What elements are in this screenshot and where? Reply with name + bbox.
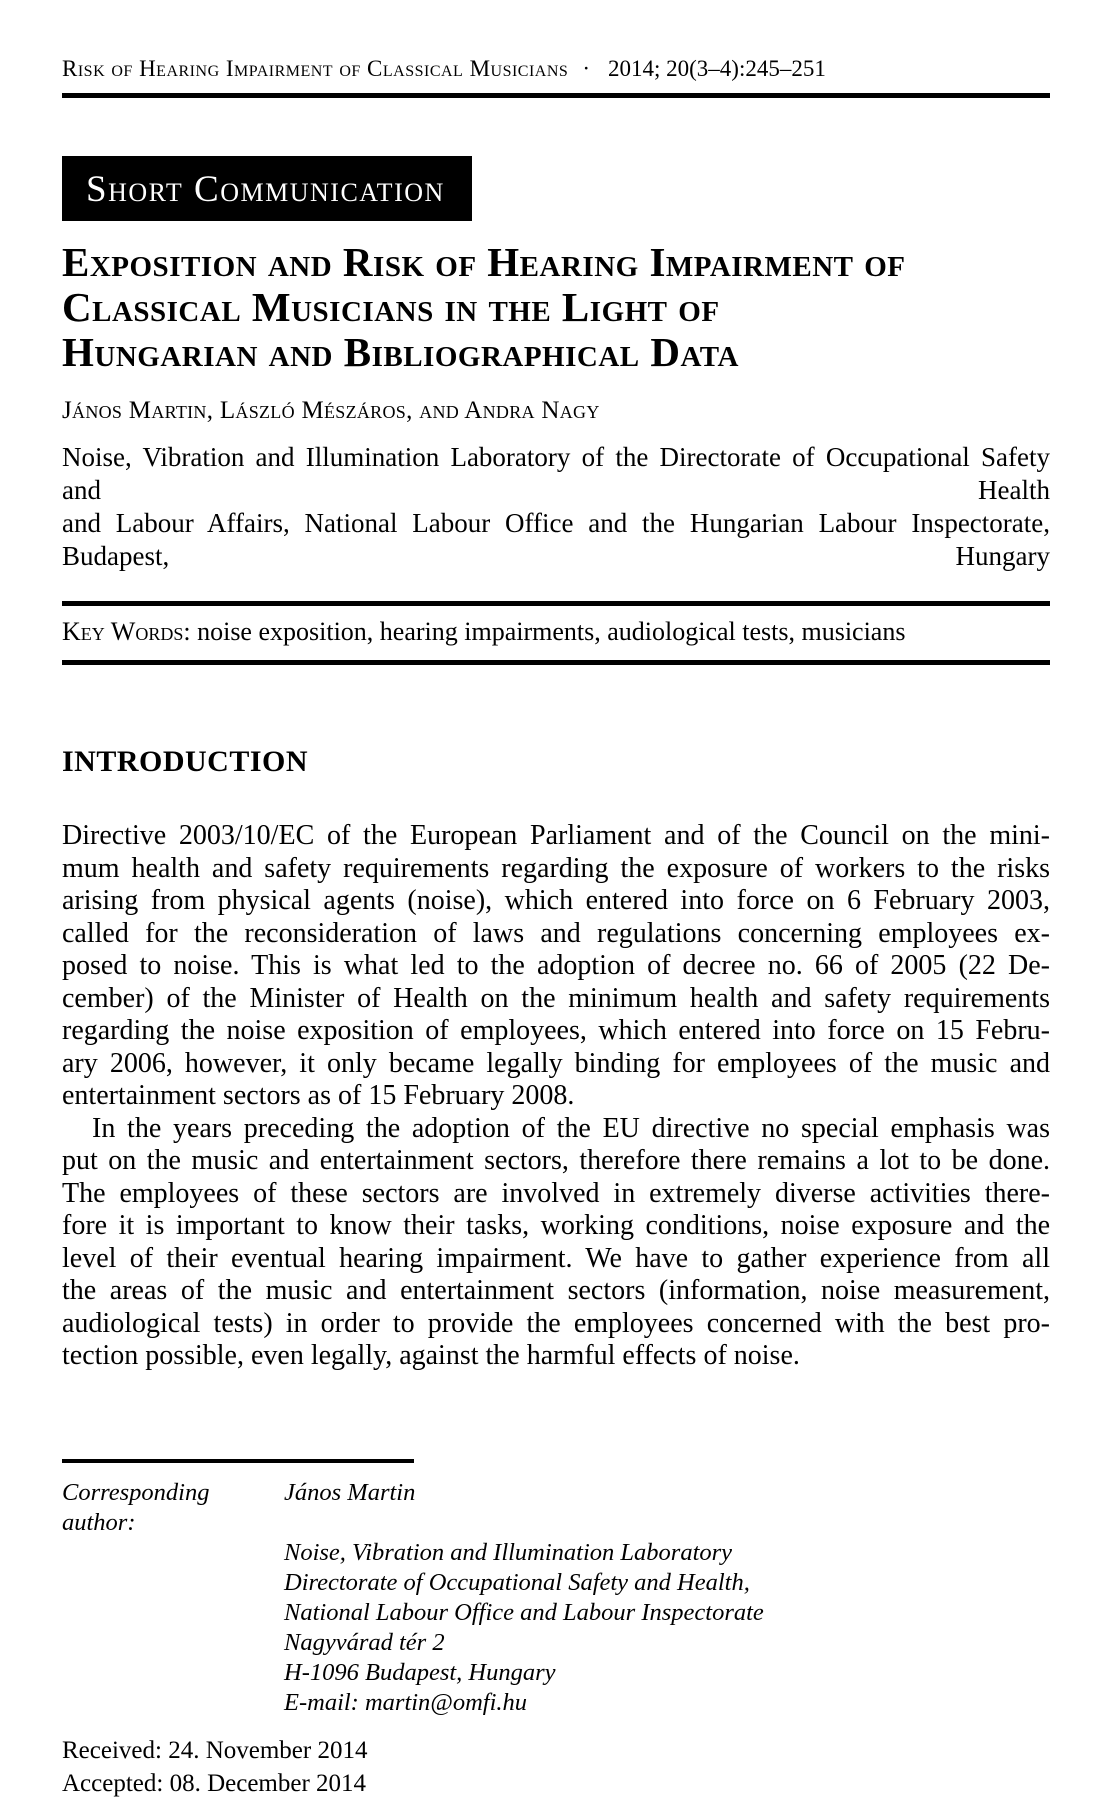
- keywords-block: [62, 601, 1050, 665]
- text-line: Hungarian and Bibliographical Data: [62, 329, 739, 375]
- text-line: Nagyvárad tér 2: [284, 1628, 445, 1656]
- text-line: Noise, Vibration and Illumination Laboratory of the Directorate of Occupational Safety and Health: [62, 442, 1050, 505]
- text-line: level of their eventual hearing impairment. We have to gather experience from all: [62, 1242, 1050, 1274]
- text-line: audiological tests) in order to provide the employees concerned with the best pro-: [62, 1307, 1050, 1339]
- keywords-label: Key Words:: [62, 617, 191, 646]
- article-title: [62, 240, 1050, 375]
- section-heading-introduction: INTRODUCTION: [62, 745, 309, 778]
- corresponding-author-row: [62, 1478, 1050, 1538]
- text-line: The employees of these sectors are involved in extremely diverse activities there-: [62, 1177, 1050, 1209]
- text-line: tection possible, even legally, against the harmful effects of noise.: [62, 1340, 800, 1371]
- manuscript-dates: [62, 1734, 1050, 1800]
- badge-label: Short Communication: [86, 169, 445, 210]
- text-line: entertainment sectors as of 15 February 2008.: [62, 1080, 575, 1111]
- text-line: posed to noise. This is what led to the adoption of decree no. 66 of 2005 (22 De-: [62, 950, 1050, 981]
- author-list: János Martin, László Mészáros, and Andra Nagy: [62, 397, 600, 424]
- running-head: [62, 56, 1050, 82]
- text-line: In the years preceding the adoption of the EU directive no special emphasis was: [92, 1112, 1050, 1144]
- citation: 2014; 20(3–4):245–251: [607, 56, 826, 81]
- text-line: Exposition and Risk of Hearing Impairment of: [62, 239, 906, 285]
- running-head-title: Risk of Hearing Impairment of Classical Musicians: [62, 56, 569, 81]
- text-line: called for the reconsideration of laws and regulations concerning employees ex-: [62, 917, 1050, 949]
- footnote-rule: [62, 1459, 414, 1463]
- text-line: mum health and safety requirements regarding the exposure of workers to the risks: [62, 852, 1050, 884]
- corresponding-author-address: [284, 1538, 1050, 1718]
- text-line: regarding the noise exposition of employees, which entered into force on 15 Febru-: [62, 1015, 1050, 1046]
- text-line: Noise, Vibration and Illumination Laboratory: [284, 1538, 733, 1566]
- paper-page: [0, 56, 1112, 1797]
- introduction-paragraph-1: [62, 820, 1050, 1113]
- corresponding-author-name: János Martin: [284, 1478, 416, 1506]
- affiliation: [62, 441, 1050, 573]
- text-line: put on the music and entertainment sectors, therefore there remains a lot to be done.: [62, 1145, 1050, 1176]
- keywords-list: noise exposition, hearing impairments, audiological tests, musicians: [197, 617, 906, 646]
- received-date: Received: 24. November 2014: [62, 1736, 368, 1764]
- text-line: fore it is important to know their tasks, working conditions, noise exposure and the: [62, 1210, 1050, 1241]
- text-line: National Labour Office and Labour Inspectorate: [284, 1598, 764, 1626]
- text-line: ary 2006, however, it only became legally binding for employees of the music and: [62, 1047, 1050, 1079]
- footnote: [62, 1459, 1050, 1800]
- text-line: cember) of the Minister of Health on the minimum health and safety requirements: [62, 982, 1050, 1014]
- text-line: Directorate of Occupational Safety and Health,: [284, 1568, 750, 1596]
- text-line: the areas of the music and entertainment sectors (information, noise measurement,: [62, 1275, 1050, 1306]
- header-rule: [62, 93, 1050, 98]
- text-line: E-mail: martin@omfi.hu: [284, 1688, 528, 1716]
- introduction-paragraph-2: [62, 1113, 1050, 1373]
- text-line: Classical Musicians in the Light of: [62, 284, 720, 330]
- citation-separator: ·: [582, 56, 590, 81]
- accepted-date: Accepted: 08. December 2014: [62, 1769, 367, 1797]
- text-line: arising from physical agents (noise), which entered into force on 6 February 2003,: [62, 885, 1050, 916]
- text-line: H-1096 Budapest, Hungary: [284, 1658, 556, 1686]
- text-line: and Labour Affairs, National Labour Office and the Hungarian Labour Inspectorate, Budapest, Hungary: [62, 508, 1050, 571]
- corresponding-author-label: Corresponding author:: [62, 1478, 210, 1536]
- text-line: Directive 2003/10/EC of the European Parliament and of the Council on the mini-: [62, 820, 1050, 851]
- corresponding-author-block: [62, 1478, 1050, 1718]
- short-communication-badge: [62, 156, 472, 221]
